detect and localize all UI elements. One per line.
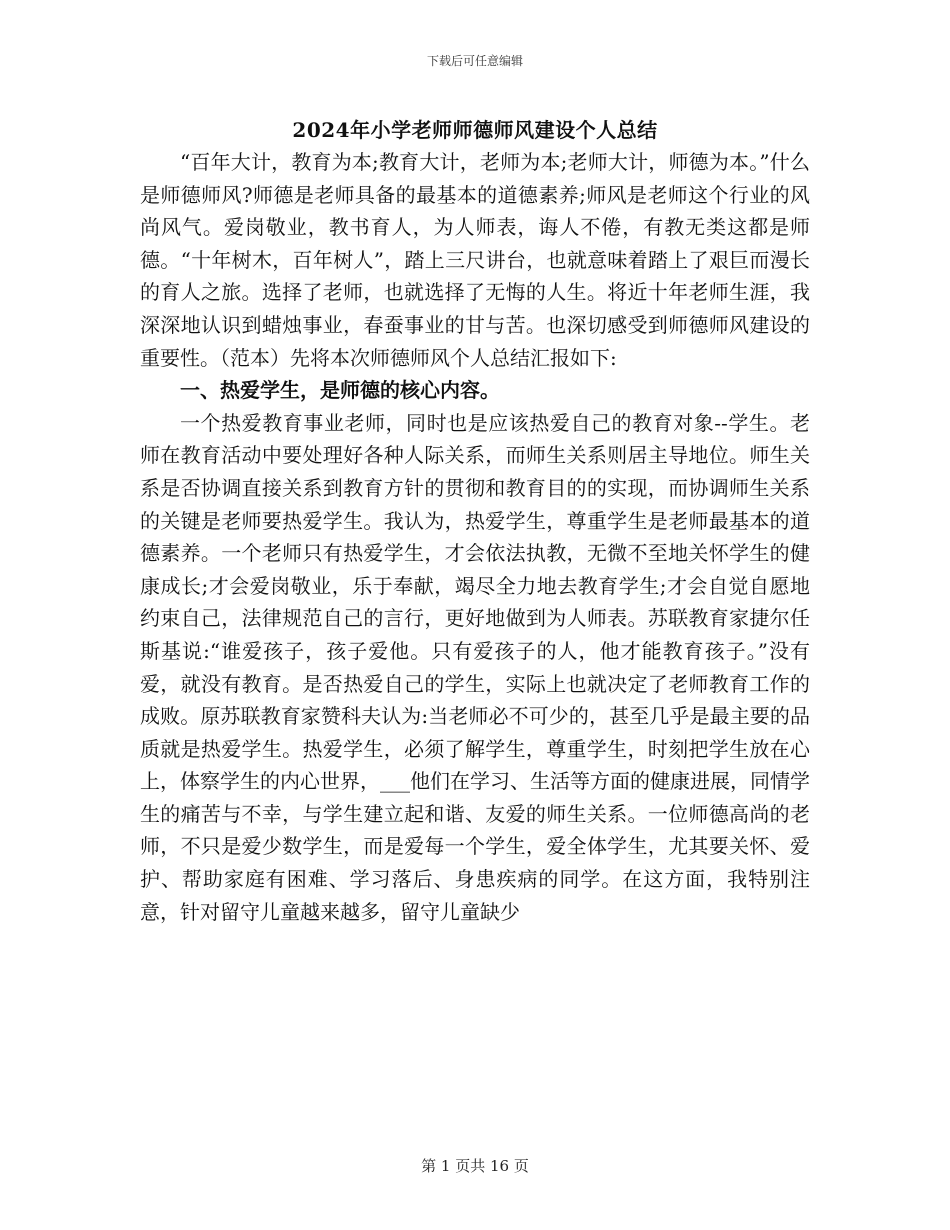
section-heading: 一、热爱学生，是师德的核心内容。 bbox=[180, 378, 500, 403]
document-body bbox=[140, 146, 810, 928]
page-header-note: 下载后可任意编辑 bbox=[426, 54, 523, 68]
page-number: 第 1 页共 16 页 bbox=[421, 1157, 529, 1175]
intro-paragraph: “百年大计，教育为本;教育大计，老师为本;老师大计，师德为本。”什么是师德师风?师德是老师具备的最基本的道德素养;师风是老师这个行业的风尚风气。爱岗敬业，教书育人，为人师表，诲人不倦，有教无类这都是师德。“十年树木，百年树人”，踏上三尺讲台，也就意味着踏上了艰巨而漫长的育人之旅。选择了老师，也就选择了无悔的人生。将近十年老师生涯，我深深地认识到蜡烛事业，春蚕事业的甘与苦。也深切感受到师德师风建设的重要性。（范本）先将本次师德师风个人总结汇报如下: bbox=[140, 150, 810, 370]
section-paragraph: 一个热爱教育事业老师，同时也是应该热爱自己的教育对象--学生。老师在教育活动中要处理好各种人际关系，而师生关系则居主导地位。师生关系是否协调直接关系到教育方针的贯彻和教育目的的实现，而协调师生关系的关键是老师要热爱学生。我认为，热爱学生，尊重学生是老师最基本的道德素养。一个老师只有热爱学生，才会依法执教，无微不至地关怀学生的健康成长;才会爱岗敬业，乐于奉献，竭尽全力地去教育学生;才会自觉自愿地约束自己，法律规范自己的言行，更好地做到为人师表。苏联教育家捷尔任斯基说:“谁爱孩子，孩子爱他。只有爱孩子的人，他才能教育孩子。”没有爱，就没有教育。是否热爱自己的学生，实际上也就决定了老师教育工作的成败。原苏联教育家赞科夫认为:当老师必不可少的，甚至几乎是最主要的品质就是热爱学生。热爱学生，必须了解学生，尊重学生，时刻把学生放在心上，体察学生的内心世界，___他们在学习、生活等方面的健康进展，同情学生的痛苦与不幸，与学生建立起和谐、友爱的师生关系。一位师德高尚的老师，不只是爱少数学生，而是爱每一个学生，爱全体学生，尤其要关怀、爱护、帮助家庭有困难、学习落后、身患疾病的同学。在这方面，我特别注意，针对留守儿童越来越多，留守儿童缺少 bbox=[140, 410, 810, 924]
document-title: 2024年小学老师师德师风建设个人总结 bbox=[292, 118, 658, 142]
